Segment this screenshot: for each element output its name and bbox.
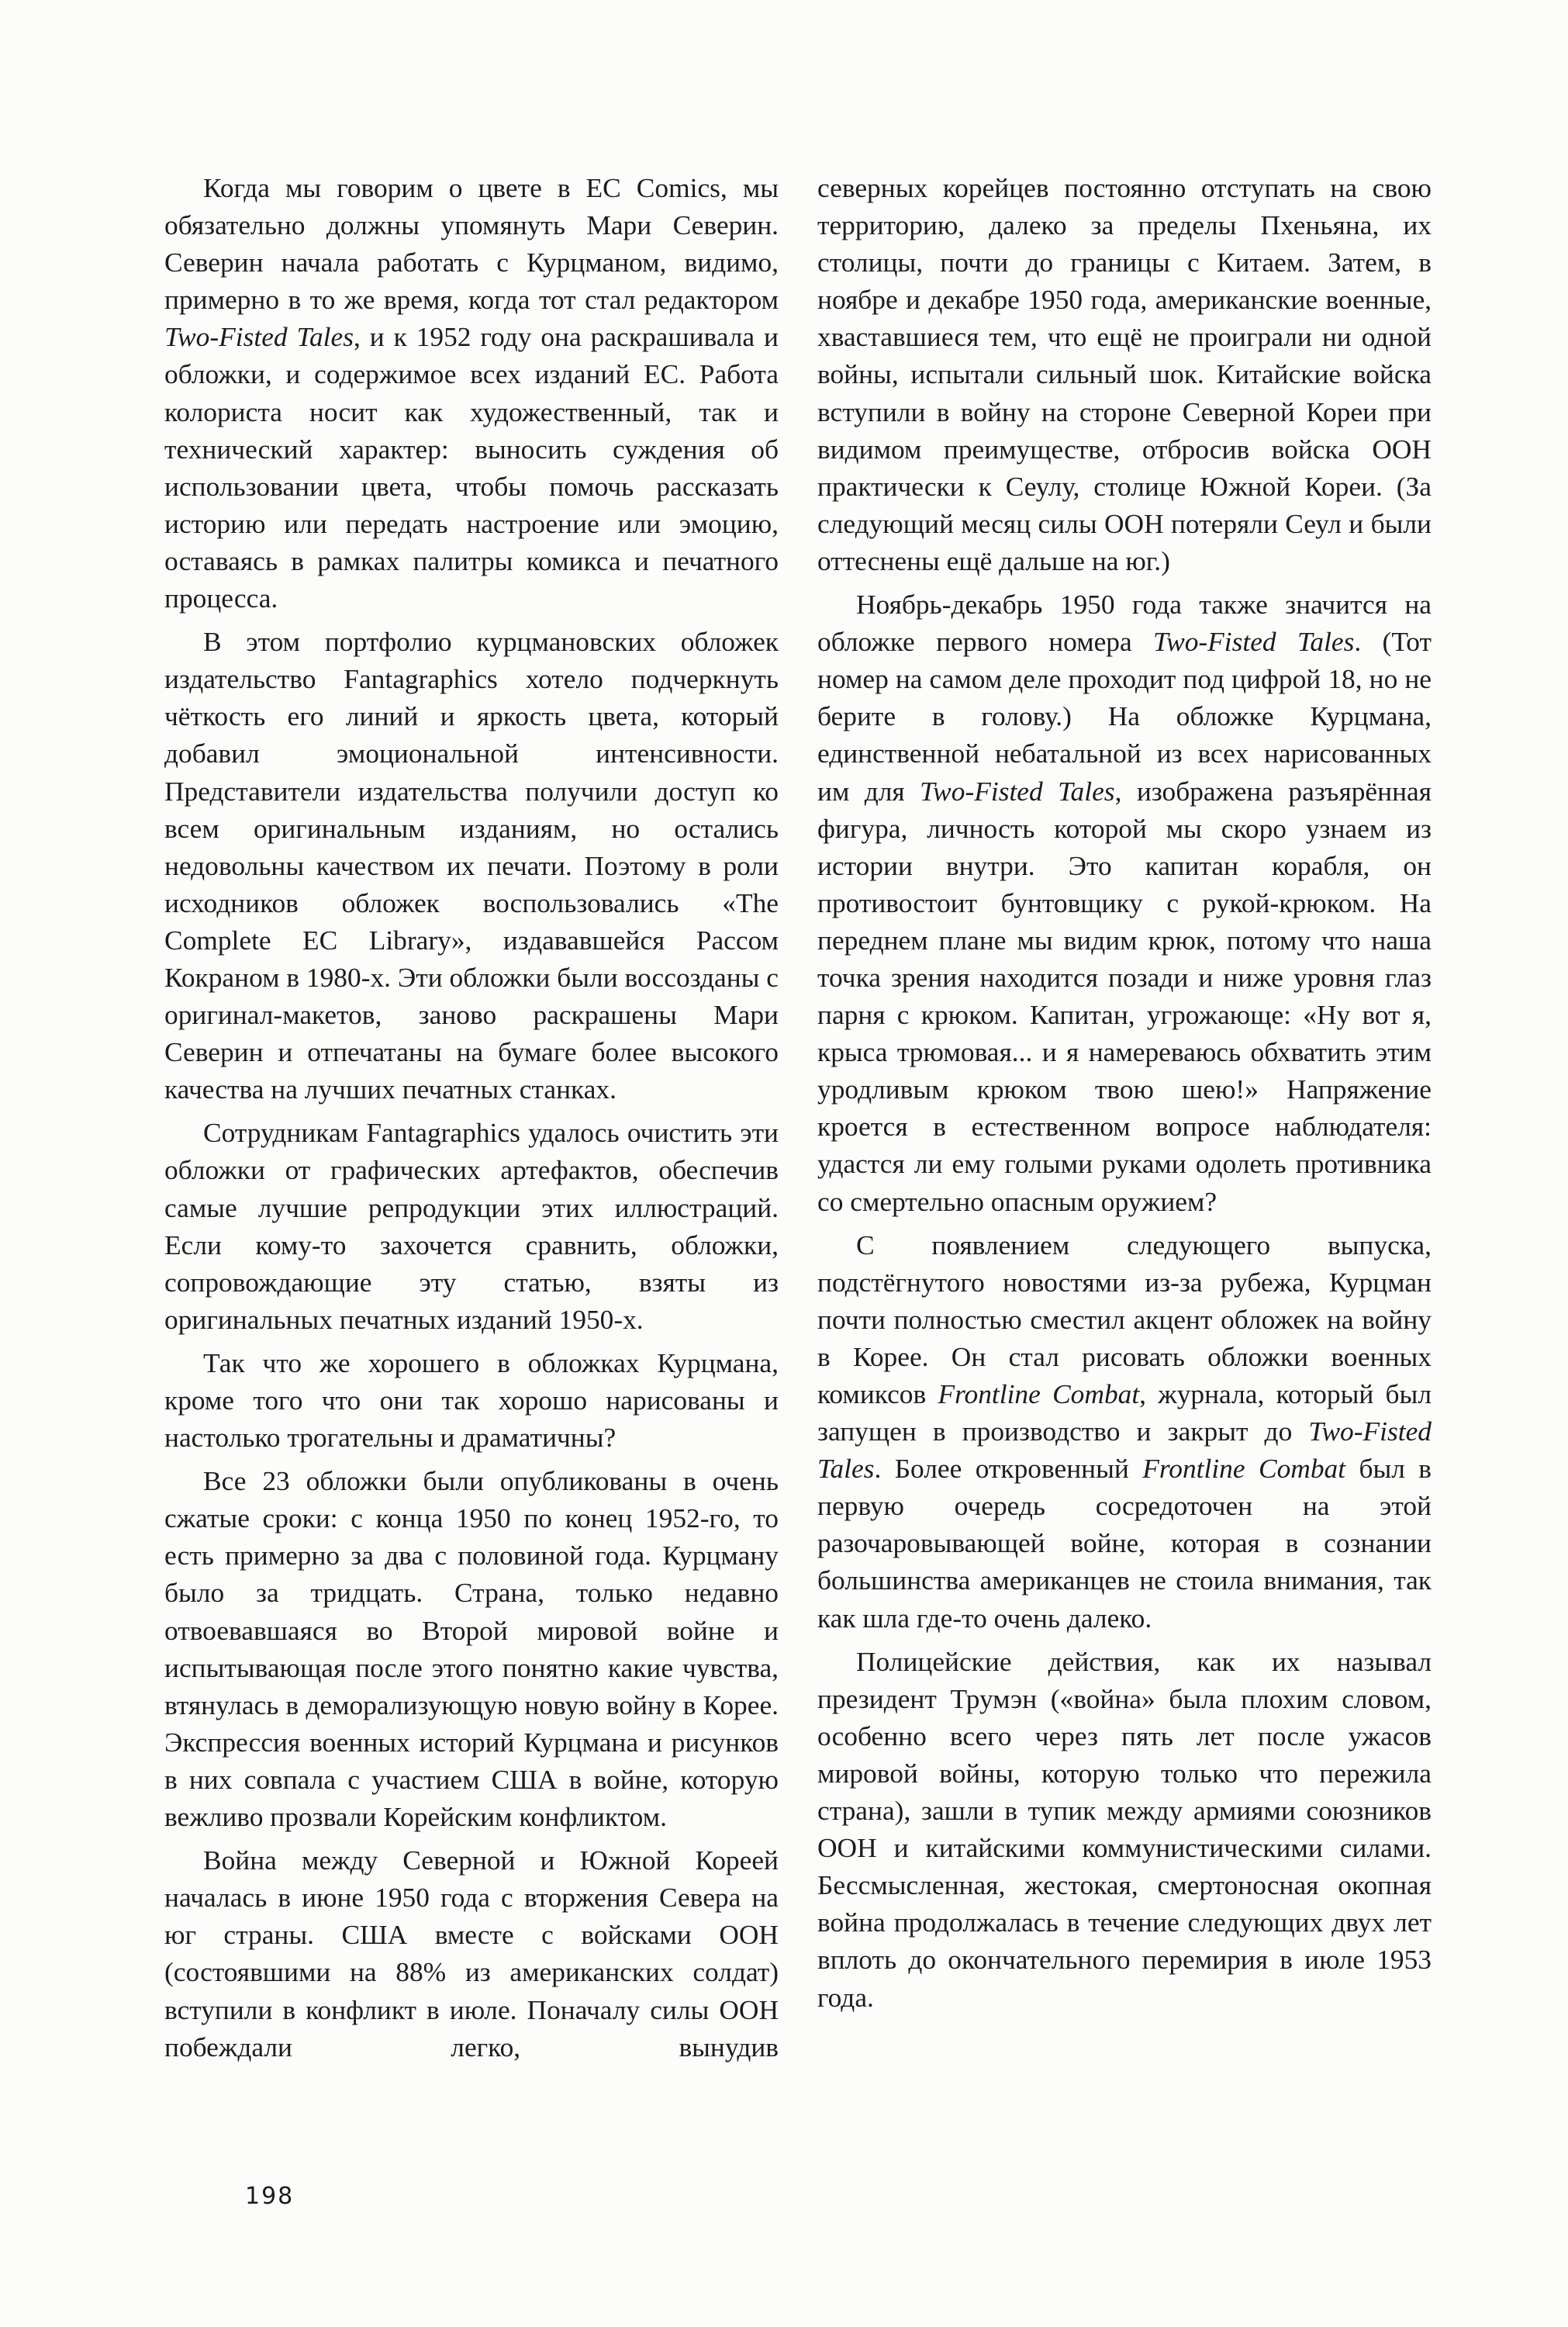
right-text-column xyxy=(817,169,1432,2022)
paragraph: Ноябрь-декабрь 1950 года также значится на обложке первого номера Two-Fisted Tales. (Тот номер на самом деле проходит под цифрой 18, но не берите в голову.) На обложке Курцмана, единственной небатальной из всех нарисованных им для Two-Fisted Tales, изображена разъярённая фигура, личность которой мы скоро узнаем из истории внутри. Это капитан корабля, он противостоит бунтовщику с рукой-крюком. На переднем плане мы видим крюк, потому что наша точка зрения находится позади и ниже уровня глаз парня с крюком. Капитан, угрожающе: «Ну вот я, крыса трюмовая... и я намереваюсь обхватить этим уродливым крюком твою шею!» Напряжение кроется в естественном вопросе наблюдателя: удастся ли ему голыми руками одолеть противника со смертельно опасным оружием? xyxy=(817,589,1432,1217)
paragraph: Война между Северной и Южной Кореей началась в июне 1950 года с вторжения Севера на юг страны. США вместе с войсками ООН (состоявшими на 88% из американских солдат) вступили в конфликт в июле. Поначалу силы ООН побеждали легко, вынудив xyxy=(164,1845,779,2062)
paragraph: Когда мы говорим о цвете в EC Comics, мы обязательно должны упомянуть Мари Северин. Северин начала работать с Курцманом, видимо, примерно в то же время, когда тот стал редактором Two-Fisted Tales, и к 1952 году она раскрашивала и обложки, и содержимое всех изданий EC. Работа колориста носит как художественный, так и технический характер: выносить суждения об использовании цвета, чтобы помочь рассказать историю или передать настроение или эмоцию, оставаясь в рамках палитры комикса и печатного процесса. xyxy=(164,172,779,614)
paragraph: Так что же хорошего в обложках Курцмана, кроме того что они так хорошо нарисованы и настолько трогательны и драматичны? xyxy=(164,1347,779,1454)
paragraph: С появлением следующего выпуска, подстёгнутого новостями из-за рубежа, Курцман почти полностью сместил акцент обложек на войну в Корее. Он стал рисовать обложки военных комиксов Frontline Combat, журнала, который был запущен в производство и закрыт до Two-Fisted Tales. Более откровенный Frontline Combat был в первую очередь сосредоточен на этой разочаровывающей войне, которая в сознании большинства американцев не стоила внимания, так как шла где-то очень далеко. xyxy=(817,1229,1432,1634)
left-text-column xyxy=(164,169,779,2072)
paragraph: Все 23 обложки были опубликованы в очень сжатые сроки: с конца 1950 по конец 1952-го, то есть примерно за два с половиной года. Курцману было за тридцать. Страна, только недавно отвоевавшаяся во Второй мировой войне и испытывающая после этого понятно какие чувства, втянулась в деморализующую новую войну в Корее. Экспрессия военных историй Курцмана и рисунков в них совпала с участием США в войне, которую вежливо прозвали Корейским конфликтом. xyxy=(164,1465,779,1833)
paragraph: В этом портфолио курцмановских обложек издательство Fantagraphics хотело подчеркнуть чёткость его линий и яркость цвета, который добавил эмоциональной интенсивности. Представители издательства получили доступ ко всем оригинальным изданиям, но остались недовольны качеством их печати. Поэтому в роли исходников обложек воспользовались «The Complete EC Library», издававшейся Рассом Кокраном в 1980-х. Эти обложки были воссозданы с оригинал-макетов, заново раскрашены Мари Северин и отпечатаны на бумаге более высокого качества на лучших печатных станках. xyxy=(164,626,779,1105)
paragraph: Сотрудникам Fantagraphics удалось очистить эти обложки от графических артефактов, обеспечив самые лучшие репродукции этих иллюстраций. Если кому-то захочется сравнить, обложки, сопровождающие эту статью, взяты из оригинальных печатных изданий 1950-х. xyxy=(164,1117,779,1335)
paragraph-continued: северных корейцев постоянно отступать на свою территорию, далеко за пределы Пхеньяна, их столицы, почти до границы с Китаем. Затем, в ноябре и декабре 1950 года, американские военные, хваставшиеся тем, что ещё не проиграли ни одной войны, испытали сильный шок. Китайские войска вступили в войну на стороне Северной Кореи при видимом преимуществе, отбросив войска ООН практически к Сеулу, столице Южной Кореи. (За следующий месяц силы ООН потеряли Сеул и были оттеснены ещё дальше на юг.) xyxy=(817,172,1432,576)
page-number: 198 xyxy=(245,2183,295,2210)
paragraph: Полицейские действия, как их называл президент Трумэн («война» была плохим словом, особенно всего через пять лет после ужасов мировой войны, которую только что пережила страна), зашли в тупик между армиями союзников ООН и китайскими коммунистическими силами. Бессмысленная, жестокая, смертоносная окопная война продолжалась в течение следующих двух лет вплоть до окончательного перемирия в июле 1953 года. xyxy=(817,1645,1432,2013)
